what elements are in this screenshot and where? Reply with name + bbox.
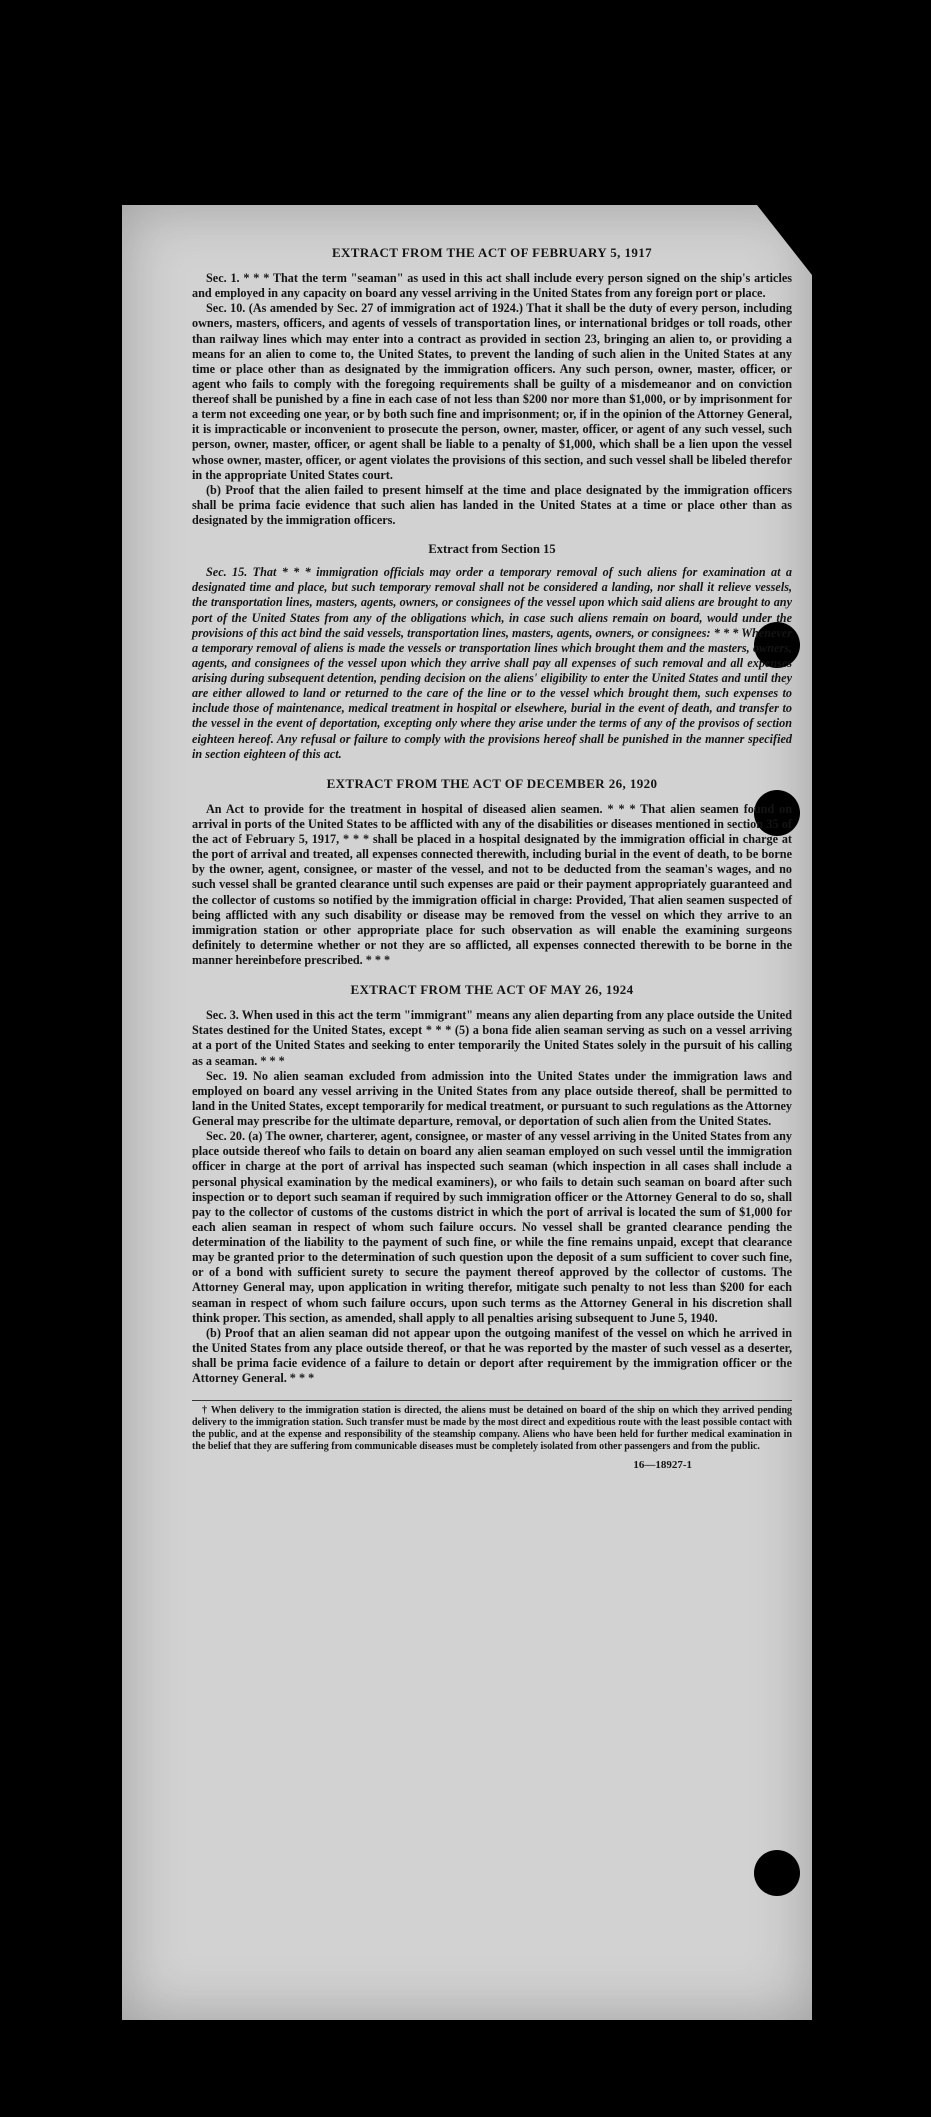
- section-heading: Extract from Section 15: [428, 542, 556, 557]
- footnote: † When delivery to the immigration station is directed, the aliens must be detained on board of the ship on which they arrived pending delivery to the immigration station. Such transfer must be made by the most direct and expeditious route with the least possible contact with the public, and at the expense and responsibility of the steamship company. Aliens who have been held for further medical examination in the belief that they are suffering from communicable diseases must be completely isolated from other passengers and from the public.: [192, 1405, 792, 1453]
- paragraph: Sec. 19. No alien seaman excluded from admission into the United States under the immigration laws and employed on board any vessel arriving in the United States from any place outside thereof, shall be permitted to land in the United States, except temporarily for medical treatment, or pursuant to such regulations as the Attorney General may prescribe for the ultimate departure, removal, or deportation of such alien from the United States.: [192, 1068, 792, 1128]
- footnote-divider: [192, 1400, 792, 1401]
- paragraph: Sec. 1. * * * That the term "seaman" as used in this act shall include every person signed on the ship's articles and employed in any capacity on board any vessel arriving in the United States from any foreign port or place.: [192, 271, 792, 301]
- paragraph: Sec. 20. (a) The owner, charterer, agent, consignee, or master of any vessel arriving in the United States from any place outside thereof who fails to detain on board any alien seaman employed on such vessel until the immigration officer in charge at the port of arrival has inspected such seaman (which inspection in all cases shall include a personal physical examination by the medical examiners), or who fails to detain such seaman on board after such inspection or to deport such seaman if required by such immigration officer or the Attorney General to do so, shall pay to the collector of customs of the customs district in which the port of arrival is located the sum of $1,000 for each alien seaman in respect of whom such failure occurs. No vessel shall be granted clearance pending the determination of the liability to the payment of such fine, or while the fine remains unpaid, except that clearance may be granted prior to the determination of such question upon the deposit of a sum sufficient to cover such fine, or of a bond with sufficient surety to secure the payment thereof approved by the collector of customs. The Attorney General may, upon application in writing therefor, mitigate such penalty to not less than $200 for each seaman in respect of whom such failure occurs, upon such terms as the Attorney General in his discretion shall think proper. This section, as amended, shall apply to all penalties arising subsequent to June 5, 1940.: [192, 1129, 792, 1325]
- document-page: [122, 205, 812, 2020]
- section-heading: EXTRACT FROM THE ACT OF MAY 26, 1924: [350, 982, 634, 998]
- paragraph: Sec. 3. When used in this act the term "immigrant" means any alien departing from any place outside the United States destined for the United States, except * * * (5) a bona fide alien seaman serving as such on a vessel arriving at a port of the United States and seeking to enter temporarily the United States solely in the pursuit of his calling as a seaman. * * *: [192, 1008, 792, 1068]
- section-extract-15: [192, 542, 792, 762]
- punch-hole: [754, 1850, 800, 1896]
- paragraph: Sec. 15. That * * * immigration officials may order a temporary removal of such aliens for examination at a designated time and place, but such temporary removal shall not be considered a landing, nor shall it relieve vessels, the transportation lines, masters, agents, owners, or consignees of the vessel upon which said aliens are brought to any port of the United States from any of the obligations which, in case such aliens remain on board, would under the provisions of this act bind the said vessels, transportation lines, masters, agents, owners, or consignees: * * * Whenever a temporary removal of aliens is made the vessels or transportation lines which brought them and the masters, owners, agents, and consignees of the vessel upon which they arrive shall pay all expenses of such removal and all expenses arising during subsequent detention, pending decision on the aliens' eligibility to enter the United States and until they are either allowed to land or returned to the care of the line or to the vessel which brought them, such expenses to include those of maintenance, medical treatment in hospital or elsewhere, burial in the event of death, and transfer to the vessel in the event of deportation, excepting only where they arise under the terms of any of the provisos of section eighteen hereof. Any refusal or failure to comply with the provisions hereof shall be punished in the manner specified in section eighteen of this act.: [192, 565, 792, 761]
- paragraph: (b) Proof that the alien failed to present himself at the time and place designated by the immigration officers shall be prima facie evidence that such alien has landed in the United States at a time or place other than as designated by the immigration officers.: [192, 482, 792, 527]
- paragraph: (b) Proof that an alien seaman did not appear upon the outgoing manifest of the vessel on which he arrived in the United States from any place outside thereof, or that he was reported by the master of such vessel as a deserter, shall be prima facie evidence of a failure to detain or deport after requirement by the immigration officer or the Attorney General. * * *: [192, 1325, 792, 1386]
- section-act-1917: [192, 245, 792, 528]
- document-body: [192, 245, 792, 1471]
- paragraph: Sec. 10. (As amended by Sec. 27 of immigration act of 1924.) That it shall be the duty of every person, including owners, masters, officers, and agents of vessels of transportation lines, or international bridges or toll roads, other than railway lines which may enter into a contract as provided in section 23, bringing an alien to, or providing a means for an alien to come to, the United States, to prevent the landing of such alien in the United States at any time or place other than as designated by the immigration officers. Any such person, owner, master, officer, or agent who fails to comply with the foregoing requirements shall be guilty of a misdemeanor and on conviction thereof shall be punished by a fine in each case of not less than $200 nor more than $1,000, or by imprisonment for a term not exceeding one year, or by both such fine and imprisonment; or, if in the opinion of the Attorney General, it is impracticable or inconvenient to prosecute the person, owner, master, officer, or agent of any such vessel, such person, owner, master, officer, or agent shall be liable to a penalty of $1,000, which shall be a lien upon the vessel whose owner, master, officer, or agent violates the provisions of this section, and such vessel shall be libeled therefor in the appropriate United States court.: [192, 301, 792, 482]
- form-number: 16—18927-1: [633, 1459, 692, 1472]
- section-heading: EXTRACT FROM THE ACT OF FEBRUARY 5, 1917: [331, 245, 653, 260]
- section-act-1924: [192, 982, 792, 1386]
- section-act-1920: [192, 776, 792, 968]
- section-heading: EXTRACT FROM THE ACT OF DECEMBER 26, 1920: [326, 775, 658, 791]
- paragraph: An Act to provide for the treatment in hospital of diseased alien seamen. * * * That alien seamen found on arrival in ports of the United States to be afflicted with any of the disabilities or diseases mentioned in section 35 of the act of February 5, 1917, * * * shall be placed in a hospital designated by the immigration official in charge at the port of arrival and treated, all expenses connected therewith, including burial in the event of death, to be borne by the owner, agent, consignee, or master of the vessel, and not to be deducted from the seaman's wages, and no such vessel shall be granted clearance until such expenses are paid or their payment appropriately guaranteed and the collector of customs so notified by the immigration official in charge: Provided, That alien seamen suspected of being afflicted with any such disability or disease may be removed from the vessel on which they arrive to an immigration station or other appropriate place for such observation as will enable the examining surgeons definitely to determine whether or not they are so afflicted, all expenses connected therewith to be borne in the manner hereinbefore prescribed. * * *: [192, 801, 792, 967]
